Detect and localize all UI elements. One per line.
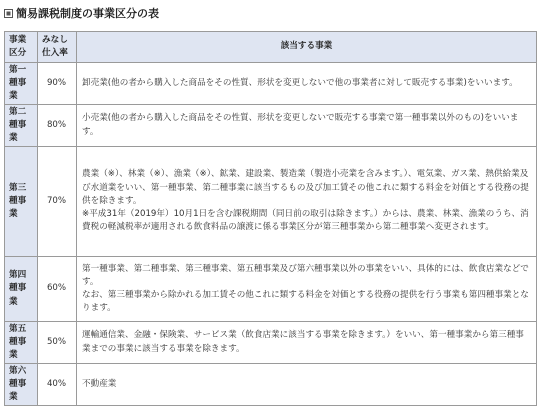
deemed-purchase-rate-cell: 70% [38,147,77,257]
table-row-second [5,105,537,147]
applicable-business-cell [77,63,537,105]
table-row-first [5,63,537,105]
description-paragraph: なお、第三種事業から除かれる加工賃その他これに類する料金を対価とする役務の提供を行う事業も第四種事業となります。 [82,290,529,314]
description-paragraph: 第一種事業、第二種事業、第三種事業、第五種事業及び第六種事業以外の事業をいい、具体的には、飲食店業などです。 [82,263,529,287]
business-category-cell [5,364,38,406]
page-title [4,4,537,22]
table-row-third [5,147,537,257]
deemed-purchase-rate-cell: 90% [38,63,77,105]
deemed-purchase-rate-cell: 50% [38,322,77,364]
business-category-cell [5,63,38,105]
business-category-label: 第五種事業 [9,323,27,361]
description-paragraph: 運輸通信業、金融・保険業、サービス業（飲食店業に該当する事業を除きます。）をいい、第一種事業から第三種事業までの事業に該当する事業を除きます。 [82,330,524,354]
business-category-cell [5,147,38,257]
description-paragraph: 卸売業(他の者から購入した商品をその性質、形状を変更しないで他の事業者に対して販売する事業)をいいます。 [82,77,518,88]
description-paragraph: 農業（※）、林業（※）、漁業（※）、鉱業、建設業、製造業（製造小売業を含みます。）、電気業、ガス業、熱供給業及び水道業をいい、第一種事業、第二種事業に該当するもの及び加工賃その他これに類する料金を対価とする役務の提供を除きます。 [82,169,529,206]
business-category-label: 第三種事業 [9,182,27,220]
business-category-table [4,31,537,406]
header-deemed-purchase-rate: みなし仕入率 [38,32,77,63]
table-header-row [5,32,537,63]
description-paragraph: ※平成31年（2019年）10月1日を含む課税期間（同日前の取引は除きます。）からは、農業、林業、漁業のうち、消費税の軽減税率が適用される飲食料品の譲渡に係る事業区分が第三種事業から第二種事業へ変更されます。 [82,209,529,233]
deemed-purchase-rate-cell: 60% [38,257,77,322]
header-business-category: 事業区分 [5,32,38,63]
applicable-business-cell [77,364,537,406]
page-title-text: 簡易課税制度の事業区分の表 [16,7,159,20]
business-category-cell [5,105,38,147]
square-bullet-icon [4,9,13,18]
description-paragraph: 不動産業 [82,378,117,389]
table-row-sixth [5,364,537,406]
applicable-business-cell [77,322,537,364]
business-category-label: 第一種事業 [9,64,27,102]
applicable-business-cell [77,147,537,257]
header-applicable-business: 該当する事業 [77,32,537,63]
business-category-label: 第二種事業 [9,106,27,144]
business-category-cell [5,322,38,364]
deemed-purchase-rate-cell: 40% [38,364,77,406]
business-category-cell [5,257,38,322]
description-paragraph: 小売業(他の者から購入した商品をその性質、形状を変更しないで販売する事業で第一種事業以外のもの)をいいます。 [82,113,519,137]
deemed-purchase-rate-cell: 80% [38,105,77,147]
applicable-business-cell [77,257,537,322]
table-row-fifth [5,322,537,364]
business-category-label: 第六種事業 [9,365,27,403]
applicable-business-cell [77,105,537,147]
business-category-label: 第四種事業 [9,270,27,307]
table-row-fourth [5,257,537,322]
